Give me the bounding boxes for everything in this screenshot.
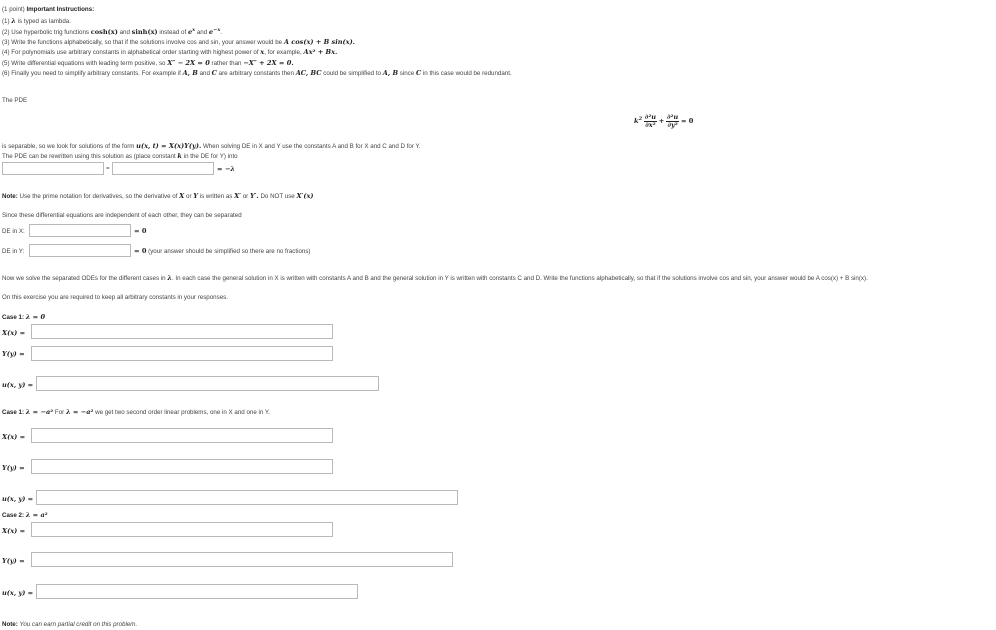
instruction-line-1 [2, 17, 71, 25]
text: For [54, 409, 65, 416]
text: in the DE for Y) into [183, 153, 238, 160]
denominator: ∂y² [667, 121, 678, 129]
prime-notation-note [2, 192, 314, 200]
case1b-y-label: Y(y) = [2, 464, 25, 472]
fraction-yy [666, 114, 679, 129]
case-label: Case 1: [2, 409, 25, 416]
math-eq-zero: = 0 [134, 247, 147, 255]
de-x-label: DE in X: [2, 228, 25, 235]
independent-text: Since these differential equations are independent of each other, they can be separated [2, 212, 242, 219]
text: (4) For polynomials use arbitrary constants in alphabetical order starting with highest power of [2, 49, 259, 56]
text: Use the prime notation for derivatives, so the derivative of [19, 193, 178, 200]
text: When solving DE in X and Y use the constants A and B for X and C and D for Y. [202, 143, 421, 150]
separated-lhs-field[interactable] [3, 163, 103, 174]
math: A, B [382, 69, 399, 77]
instructions-header [2, 6, 94, 13]
case1-y-field[interactable] [32, 347, 332, 360]
text: rather than [211, 60, 242, 67]
case1b-y-input[interactable] [31, 459, 333, 474]
math-sup: 2 [638, 116, 643, 123]
separated-rhs-field[interactable] [113, 163, 213, 174]
text: and [119, 29, 130, 37]
case1-y-input[interactable] [31, 346, 333, 361]
text: since [399, 70, 415, 77]
text: or [186, 193, 192, 200]
math-k: k [177, 152, 182, 160]
math: X′ [234, 192, 241, 200]
instruction-line-4 [2, 48, 337, 56]
math-cosh: cosh(x) [90, 28, 118, 37]
de-x-input[interactable] [29, 224, 131, 237]
math: Y [193, 192, 198, 200]
text: . [220, 29, 223, 37]
case1-u-field[interactable] [37, 377, 378, 390]
math-lambda: λ [11, 17, 16, 25]
text: (3) Write the functions alphabetically, so that if the solutions involve cos and sin, your answer would be [2, 39, 283, 46]
text: or [242, 193, 249, 200]
de-y-input[interactable] [29, 244, 131, 257]
case1b-x-input[interactable] [31, 428, 333, 443]
text: we get two second order linear problems, one in X and one in Y. [95, 409, 270, 416]
case1-heading [2, 313, 45, 321]
text: (2) Use hyperbolic trig functions [2, 29, 90, 37]
case2-u-field[interactable] [37, 585, 357, 598]
fraction-xx [644, 114, 657, 129]
equals-neg-lambda: = −λ [217, 165, 235, 173]
case1b-u-input[interactable] [36, 490, 458, 505]
pde-equation [634, 114, 693, 129]
text: (6) Finally you need to simplify arbitrary constants. For example if [2, 70, 181, 77]
math-sup: x [192, 27, 196, 33]
math-sup: −x [213, 27, 221, 33]
instruction-line-5 [2, 59, 294, 67]
partial-credit-note [2, 621, 137, 628]
text: could be simplified to [323, 70, 381, 77]
math-eq-zero: = 0 [680, 117, 694, 126]
math-sinh: sinh(x) [131, 28, 158, 37]
case1b-u-field[interactable] [37, 491, 457, 504]
instructions-title: Important Instructions: [26, 6, 95, 13]
math: λ = −a² [65, 408, 94, 416]
text: is written as [199, 193, 233, 200]
math-lambda: λ [167, 274, 172, 282]
math: C [415, 69, 422, 77]
pde-label: The PDE [2, 97, 28, 104]
separable-line [2, 142, 421, 150]
case1-x-input[interactable] [31, 324, 333, 339]
case2-heading [2, 511, 48, 519]
points-label: (1 point) [2, 6, 25, 13]
numerator: ∂²u [644, 113, 657, 121]
keep-constants-text: On this exercise you are required to keep all arbitrary constants in your responses. [2, 294, 228, 301]
math-poly: Ax² + Bx. [303, 48, 338, 56]
text: (1) [2, 18, 10, 25]
case-condition: λ = a² [25, 511, 48, 519]
math: C [211, 69, 217, 77]
case-label: Case 2: [2, 512, 25, 519]
rewrite-line [2, 152, 238, 160]
case1b-u-label: u(x, y) = [2, 495, 34, 503]
text: Do NOT use [260, 193, 295, 200]
math-example: A cos(x) + B sin(x). [283, 38, 355, 46]
separated-rhs-input[interactable] [112, 162, 214, 175]
note-label: Note: [2, 193, 18, 200]
denominator: ∂x² [645, 121, 656, 129]
case1-x-label: X(x) = [2, 329, 26, 337]
separated-lhs-input[interactable] [2, 162, 104, 175]
de-y-label: DE in Y: [2, 248, 25, 255]
text: are arbitrary constants then [218, 70, 294, 77]
case1b-x-label: X(x) = [2, 433, 26, 441]
text: The PDE can be rewritten using this solution as (place constant [2, 153, 176, 160]
math: Y′. [249, 192, 259, 200]
case-condition: λ = −a² [25, 408, 54, 416]
case1b-y-field[interactable] [32, 460, 332, 473]
de-y-field[interactable] [30, 245, 130, 256]
text: is separable, so we look for solutions of the form [2, 143, 135, 150]
case1b-heading [2, 408, 270, 416]
instruction-line-3 [2, 38, 355, 46]
note-label: Note: [2, 621, 18, 628]
math: AC, BC [295, 69, 322, 77]
case2-x-field[interactable] [32, 523, 332, 536]
text: instead of [159, 29, 187, 37]
case2-x-label: X(x) = [2, 527, 26, 535]
equals-sign: = [106, 165, 110, 172]
math: X′(x) [296, 192, 314, 200]
math-e: e [208, 28, 214, 37]
math-plus: + [658, 117, 665, 126]
math-x: x [260, 48, 265, 56]
numerator: ∂²u [667, 113, 679, 121]
de-y-hint: (your answer should be simplified so there are no fractions) [148, 248, 311, 255]
math-e: e [187, 28, 193, 37]
case1-x-field[interactable] [32, 325, 332, 338]
de-x-rhs: = 0 [134, 227, 147, 235]
text: , for example, [264, 49, 302, 56]
math: A, B [182, 69, 198, 77]
text: Now we solve the separated ODEs for the different cases in [2, 275, 166, 282]
case2-y-label: Y(y) = [2, 557, 25, 565]
case2-u-label: u(x, y) = [2, 589, 34, 597]
text: and [196, 29, 208, 37]
math-k: k [634, 117, 639, 126]
text: (5) Write differential equations with leading term positive, so [2, 60, 166, 67]
case2-y-input[interactable] [31, 552, 453, 567]
text: in this case would be redundant. [422, 70, 512, 77]
math-solution-form: u(x, t) = X(x)Y(y). [136, 142, 202, 150]
math-de: X″ − 2X = 0 [167, 59, 210, 67]
case2-x-input[interactable] [31, 522, 333, 537]
case2-y-field[interactable] [32, 553, 452, 566]
case-condition: λ = 0 [25, 313, 46, 321]
partial-credit-text: You can earn partial credit on this problem. [19, 621, 138, 628]
case2-u-input[interactable] [36, 584, 358, 599]
solve-paragraph [2, 274, 868, 282]
math: X [179, 192, 185, 200]
de-y-rhs [134, 247, 311, 255]
case1-u-label: u(x, y) = [2, 381, 34, 389]
case1b-x-field[interactable] [32, 429, 332, 442]
text: and [199, 70, 210, 77]
instruction-line-6 [2, 69, 512, 77]
case1-y-label: Y(y) = [2, 350, 25, 358]
math-de: −X″ + 2X = 0. [243, 59, 294, 67]
text: is typed as lambda. [17, 18, 71, 25]
instruction-line-2 [2, 27, 222, 36]
case1-u-input[interactable] [36, 376, 379, 391]
text: . In each case the general solution in X is written with constants A and B and the general solution in Y is written with constants C and D. Write the functions alphabetically, so that if the solutions involve cos and sin, your answer would be A cos(x) + B sin(x). [171, 275, 868, 282]
de-x-field[interactable] [30, 225, 130, 236]
case-label: Case 1: [2, 314, 25, 321]
